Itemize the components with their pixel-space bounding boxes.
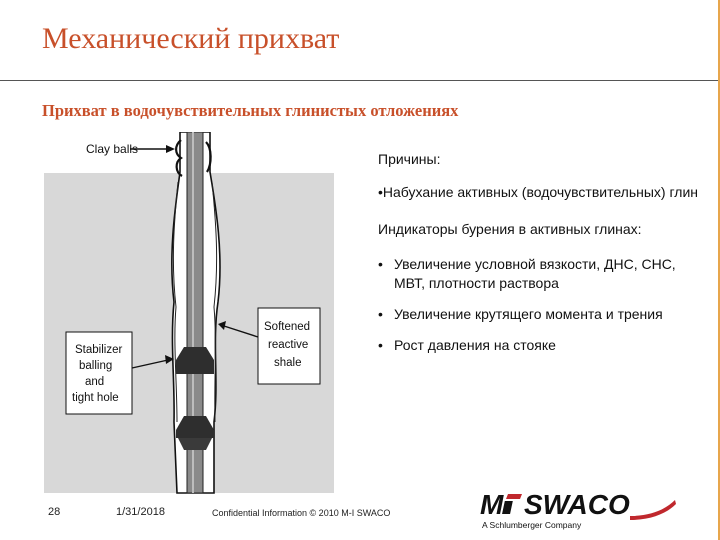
clay-balls-arrowhead: [166, 145, 175, 153]
stabilizer-label-line3: and: [85, 376, 105, 388]
logo-dash-mark: [506, 494, 522, 499]
bullet-marker: •: [378, 256, 383, 272]
softened-shale-label-line1: Softened: [264, 321, 311, 333]
indicator-item: [378, 336, 698, 355]
logo-mark-right: SWACO: [524, 489, 630, 520]
indicators-list: [378, 255, 698, 355]
softened-shale-label-line3: shale: [274, 357, 302, 369]
mi-swaco-logo: [480, 486, 680, 534]
confidential-notice: Confidential Information © 2010 M-I SWACO: [212, 508, 391, 518]
bullet-marker: •: [378, 337, 383, 353]
logo-tagline: A Schlumberger Company: [482, 520, 582, 530]
softened-shale-label-line2: reactive: [268, 339, 309, 351]
footer-date: 1/31/2018: [116, 506, 165, 518]
clay-balls-label: Clay balls: [86, 142, 139, 156]
stabilizer-label-line1: Stabilizer: [75, 344, 123, 356]
indicator-text: Увеличение крутящего момента и трения: [394, 306, 663, 322]
causes-heading: Причины:: [378, 151, 441, 167]
wellbore-diagram: [44, 132, 334, 494]
causes-item: •Набухание активных (водочувствительных) глин: [378, 184, 699, 200]
page-number: 28: [48, 506, 61, 518]
stabilizer-label-line4: tight hole: [72, 392, 119, 404]
stabilizer-label-line2: balling: [79, 360, 113, 372]
logo-mark-left: M: [480, 489, 504, 520]
slide-title: Механический прихват: [42, 22, 340, 55]
indicator-item: [378, 255, 698, 293]
content-panel: [378, 150, 698, 367]
slide-subtitle: Прихват в водочувствительных глинистых отложениях: [42, 101, 459, 120]
indicator-item: [378, 305, 698, 324]
logo-i-bar: [502, 501, 513, 514]
logo-swoosh: [630, 500, 676, 520]
drill-bit: [178, 438, 212, 450]
title-divider: [0, 80, 720, 81]
indicators-heading: Индикаторы бурения в активных глинах:: [378, 221, 642, 237]
upper-stabilizer: [176, 347, 214, 374]
bullet-marker: •: [378, 306, 383, 322]
indicator-text: Рост давления на стояке: [394, 337, 556, 353]
indicator-text: Увеличение условной вязкости, ДНС, СНС, МВТ, плотности раствора: [394, 256, 676, 291]
